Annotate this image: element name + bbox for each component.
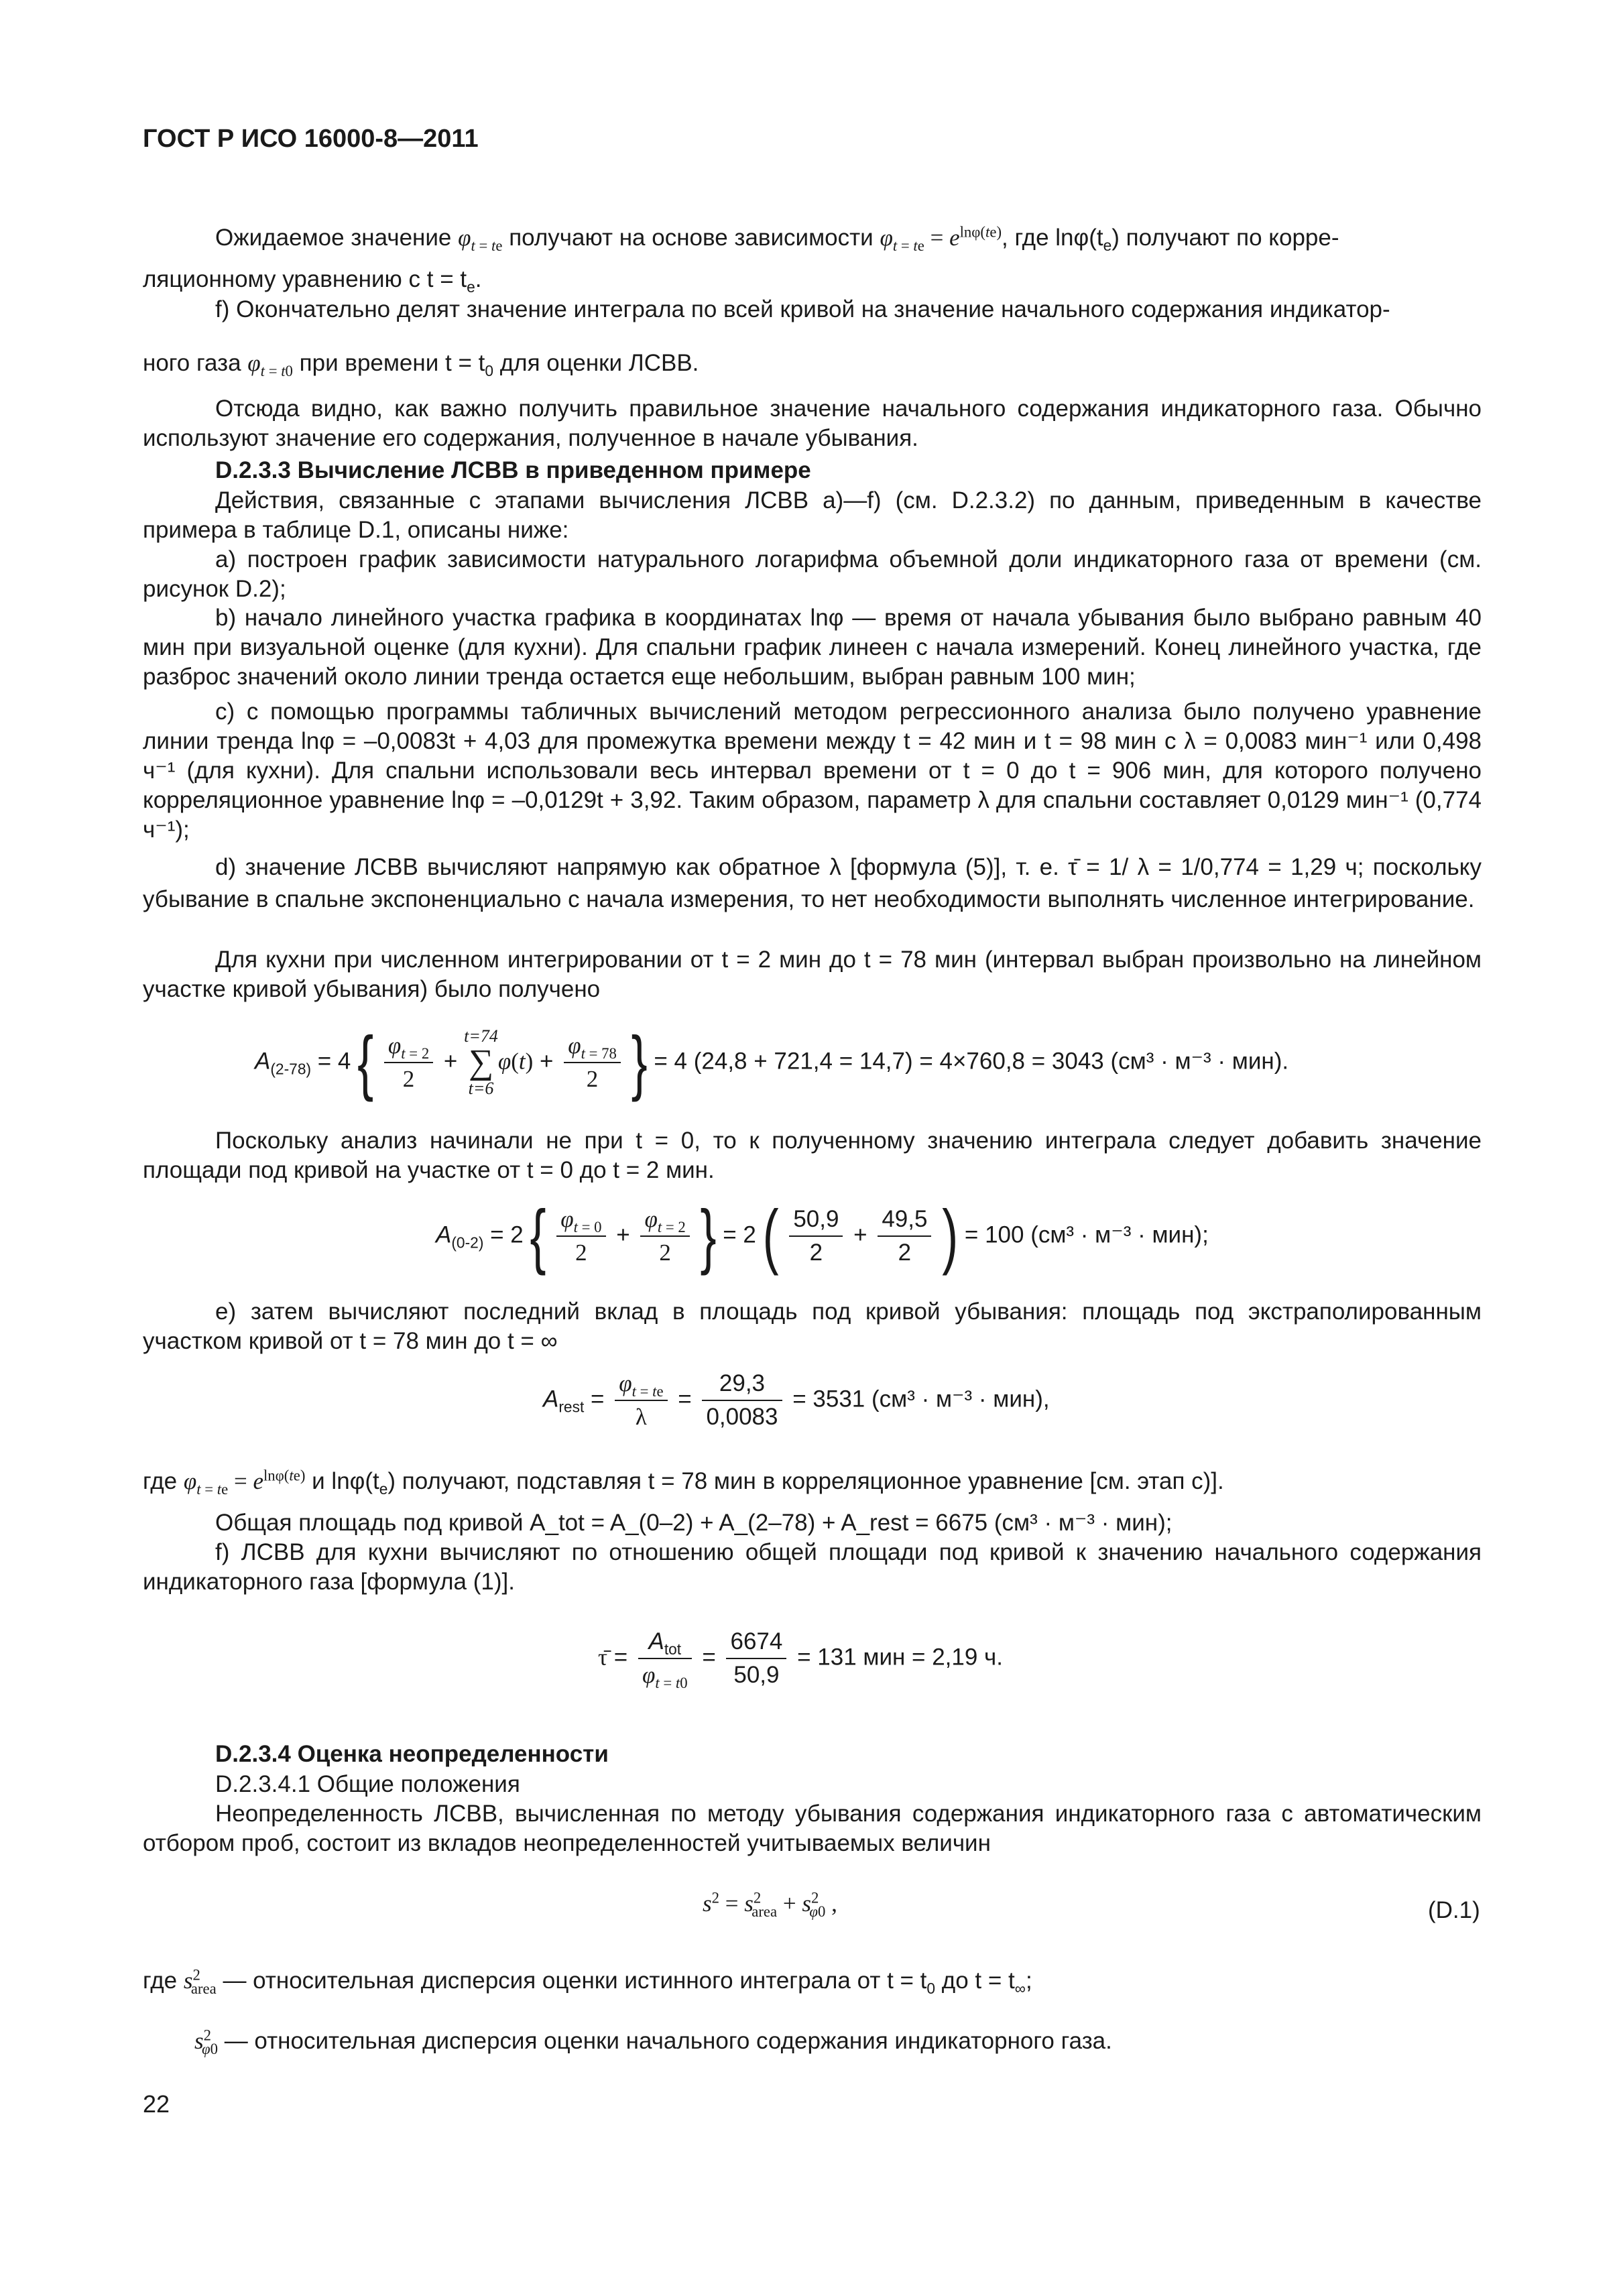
section-heading-d234: D.2.3.4 Оценка неопределенности [215, 1741, 609, 1767]
paragraph-expected-value: Ожидаемое значение $\varphi_{t = te}$ получают на основе зависимости $\varphi_{t = te} = e^{ln\varphi(te)}$, где $\ln\varphi(t_e)$ получают по корре- [215, 223, 1339, 254]
paragraph-step-c: c) с помощью программы табличных вычислений методом регрессионного анализа было получено уравнение линии тренда lnφ = –0,0083t + 4,03 для промежутка времени между t = 42 мин и t = 98 мин с λ = 0,0083 мин⁻¹ или 0,498 ч⁻¹ (для кухни). Для спальни использовали весь интервал времени от t = 0 до t = 906 мин, для которого получено корреляционное уравнение lnφ = –0,0129t + 3,92. Таким образом, параметр λ для спальни составляет 0,0129 мин⁻¹ (0,774 ч⁻¹); [143, 699, 1482, 843]
paragraph-correlation: ляционному уравнению с $t = t_e$. [143, 266, 482, 296]
equation-d1-label: (D.1) [1428, 1897, 1480, 1923]
paragraph-step-e: e) затем вычисляют последний вклад в площадь под кривой убывания: площадь под экстраполированным участком кривой от t = 78 мин до t = ∞ [143, 1298, 1482, 1354]
paragraph-where-phi: где $\varphi_{t = te} = e^{ln\varphi(te)}$ и $\ln\varphi(t_e)$ получают, подставляя t = 78 мин в корреляционное уравнение [см. этап c)]. [143, 1467, 1224, 1498]
paragraph-importance: Отсюда видно, как важно получить правильное значение начального содержания индикаторного газа. Обычно используют значение его содержания, полученное в начале убывания. [143, 396, 1482, 451]
equation-d1: $s^2 = s^2_{area} + s^2_{\varphi 0}$ , [703, 1889, 837, 1920]
paragraph-where-s-area: где $s^2_{area}$ — относительная дисперсия оценки истинного интеграла от $t = t_0$ до $t = t_\infty$; [143, 1966, 1032, 1997]
paragraph-step-a: a) построен график зависимости натурального логарифма объемной доли индикаторного газа от времени (см. рисунок D.2); [143, 546, 1482, 602]
paragraph-add-area: Поскольку анализ начинали не при t = 0, то к полученному значению интеграла следует добавить значение площади под кривой на участке от t = 0 до t = 2 мин. [143, 1128, 1482, 1183]
paragraph-uncertainty: Неопределенность ЛСВВ, вычисленная по методу убывания содержания индикаторного газа с автоматическим отбором проб, состоит из вкладов неопределенностей учитываемых величин [143, 1801, 1482, 1856]
equation-a-2-78: $A_{(2-78)} = 4$ { $\frac{\varphi_{t = 2}}{2}$ + t=74 ∑ t=6 φ(t) + $\frac{\varphi_{t = 78}}{2}$ } = 4 (24,8 + 721,4 = 14,7) = 4×760,8 = 3043 (см³ · м⁻³ · мин). [255, 1022, 1289, 1103]
paragraph-indicator-gas: ного газа $\varphi_{t = t0}$ при времени $t = t_0$ для оценки ЛСВВ. [143, 350, 699, 379]
paragraph-step-f: f) Окончательно делят значение интеграла по всей кривой на значение начального содержания индикатор- [215, 296, 1390, 322]
paragraph-kitchen: Для кухни при численном интегрировании от t = 2 мин до t = 78 мин (интервал выбран произвольно на линейном участке кривой убывания) было получено [143, 947, 1482, 1002]
equation-tau: τ̄ = $\frac{A_{tot}}{\varphi_{t = t0}}$ = $\frac{6674}{50,9}$ = 131 мин = 2,19 ч. [598, 1626, 1003, 1691]
paragraph-step-b: b) начало линейного участка графика в координатах lnφ — время от начала убывания было выбрано равным 40 мин при визуальной оценке (для кухни). Для спальни график линеен с начала измерений. Конец линейного участка, где разброс значений около линии тренда остается еще небольшим, выбран равным 100 мин; [143, 605, 1482, 690]
paragraph-step-d: d) значение ЛСВВ вычисляют напрямую как обратное λ [формула (5)], т. е. τ̄ = 1/ λ = 1/0,774 = 1,29 ч; поскольку убывание в спальне экспоненциально с начала измерения, то нет необходимости выполнять численное интегрирование. [143, 854, 1482, 912]
equation-a-0-2: $A_{(0-2)} = 2$ { $\frac{\varphi_{t = 0}}{2}$ + $\frac{\varphi_{t = 2}}{2}$ } = 2 ( $\frac{50,9}{2}$ + $\frac{49,5}{2}$ ) = 100 (см³ · м⁻³ · мин); [436, 1196, 1209, 1276]
paragraph-where-s-phi: $s^2_{\varphi 0}$ — относительная дисперсия оценки начального содержания индикаторного газа. [194, 2027, 1112, 2057]
document-header: ГОСТ Р ИСО 16000-8—2011 [143, 125, 479, 153]
section-heading-d233: D.2.3.3 Вычисление ЛСВВ в приведенном примере [215, 457, 811, 483]
paragraph-actions: Действия, связанные с этапами вычисления ЛСВВ a)—f) (см. D.2.3.2) по данным, приведенным в качестве примера в таблице D.1, описаны ниже: [143, 487, 1482, 543]
section-heading-d2341: D.2.3.4.1 Общие положения [215, 1771, 520, 1797]
equation-a-rest: $A_{rest}$ = $\frac{\varphi_{t = te}}{\lambda}$ = $\frac{29,3}{0,0083}$ = 3531 (см³ · м⁻³ · мин), [543, 1368, 1050, 1433]
paragraph-step-f-kitchen: f) ЛСВВ для кухни вычисляют по отношению общей площади под кривой к значению начального содержания индикаторного газа [формула (1)]. [143, 1539, 1482, 1595]
page-number: 22 [143, 2090, 170, 2118]
paragraph-total-area: Общая площадь под кривой A_tot = A_(0–2) + A_(2–78) + A_rest = 6675 (см³ · м⁻³ · мин); [215, 1510, 1173, 1536]
